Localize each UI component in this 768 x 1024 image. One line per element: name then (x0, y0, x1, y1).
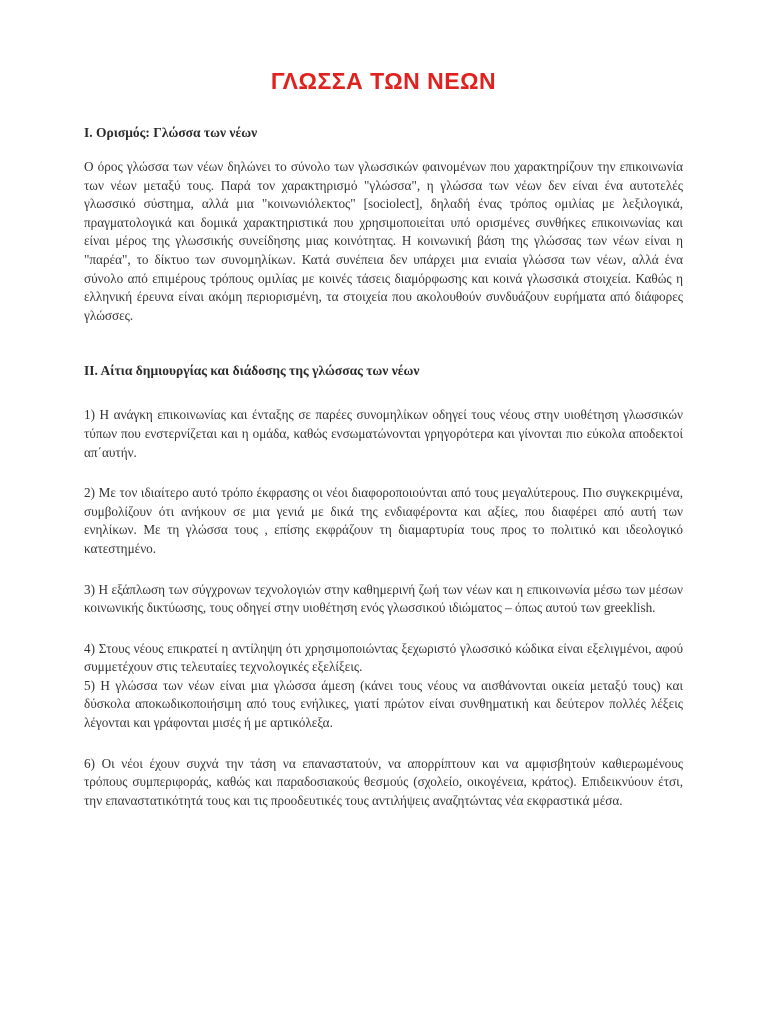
reason-item-3: 3) Η εξάπλωση των σύγχρονων τεχνολογιών στην καθημερινή ζωή των νέων και η επικοινωνία μέσω των μέσων κοινωνικής δικτύωσης, τους οδηγεί στην υιοθέτηση ενός γλωσσικού ιδιώματος – όπως αυτού των greeklish. (84, 581, 683, 616)
reason-item-5: 5) Η γλώσσα των νέων είναι μια γλώσσα άμεση (κάνει τους νέους να αισθάνονται οικεία μεταξύ τους) και δύσκολα αποκωδικοποιήσιμη από τους ενήλικες, γιατί πρώτον είναι συνθηματική και δεύτερον πολλές λέξεις λέγονται και γράφονται μισές ή με αρτικόλεξα. (84, 677, 683, 731)
reason-item-2: 2) Με τον ιδιαίτερο αυτό τρόπο έκφρασης οι νέοι διαφοροποιούνται από τους μεγαλύτερους. Πιο συγκεκριμένα, συμβολίζουν ότι ανήκουν σε μια γενιά με δικά της ενδιαφέροντα και αξίες, που διαφέρει από αυτή των ενηλίκων. Με τη γλώσσα τους , επίσης εκφράζουν τη διαμαρτυρία τους προς το πολιτικό και ιδεολογικό κατεστημένο. (84, 485, 683, 556)
document-title: ΓΛΩΣΣΑ ΤΩΝ ΝΕΩΝ (270, 68, 497, 94)
reason-item-4: 4) Στους νέους επικρατεί η αντίληψη ότι χρησιμοποιώντας ξεχωριστό γλωσσικό κώδικα είναι εξελιγμένοι, αφού συμμετέχουν στις τελευταίες τεχνολογικές εξελίξεις. (84, 640, 683, 675)
reason-item-1: 1) Η ανάγκη επικοινωνίας και ένταξης σε παρέες συνομηλίκων οδηγεί τους νέους στην υιοθέτηση γλωσσικών τύπων που ενστερνίζεται και η ομάδα, καθώς ενσωματώνονται γρηγορότερα και γίνονται πιο εύκολα αποδεκτοί απ΄αυτήν. (84, 407, 683, 460)
section-1-heading: Ι. Ορισμός: Γλώσσα των νέων (84, 125, 258, 140)
reason-item-6: 6) Οι νέοι έχουν συχνά την τάση να επαναστατούν, να απορρίπτουν και να αμφισβητούν καθιερωμένους τρόπους συμπεριφοράς, καθώς και παραδοσιακούς θεσμούς (σχολείο, οικογένεια, κράτος). Επιδεικνύουν έτσι, την επαναστατικότητά τους και τις προοδευτικές τους αντιλήψεις αναζητώντας νέα εκφραστικά μέσα. (84, 755, 683, 808)
section-2-heading: ΙΙ. Αίτια δημιουργίας και διάδοσης της γλώσσας των νέων (84, 363, 420, 379)
section-1-paragraph: Ο όρος γλώσσα των νέων δηλώνει το σύνολο των γλωσσικών φαινομένων που χαρακτηρίζουν την επικοινωνία των νέων μεταξύ τους. Παρά τον χαρακτηρισμό "γλώσσα", η γλώσσα των νέων δεν είναι ένα αυτοτελές γλωσσικό σύστημα, αλλά μια "κοινωνιόλεκτος" [sociolect], δηλαδή ένας τρόπος ομιλίας με λεξιλογικά, πραγματολογικά και δομικά χαρακτηριστικά που χρησιμοποιείται υπό ορισμένες συνθήκες επικοινωνίας και είναι μέρος της γλωσσικής συνείδησης μιας κοινότητας. Η κοινωνική βάση της γλώσσας των νέων είναι η "παρέα", το δίκτυο των συνομηλίκων. Κατά συνέπεια δεν υπάρχει μια ενιαία γλώσσα των νέων, αλλά ένα σύνολο από επιμέρους τρόπους ομιλίας με κοινές τάσεις διαμόρφωσης και κοινά γλωσσικά στοιχεία. Καθώς η ελληνική έρευνα είναι ακόμη περιορισμένη, τα στοιχεία που ακολουθούν συνδυάζουν ευρήματα από διάφορες γλώσσες. (84, 159, 683, 323)
